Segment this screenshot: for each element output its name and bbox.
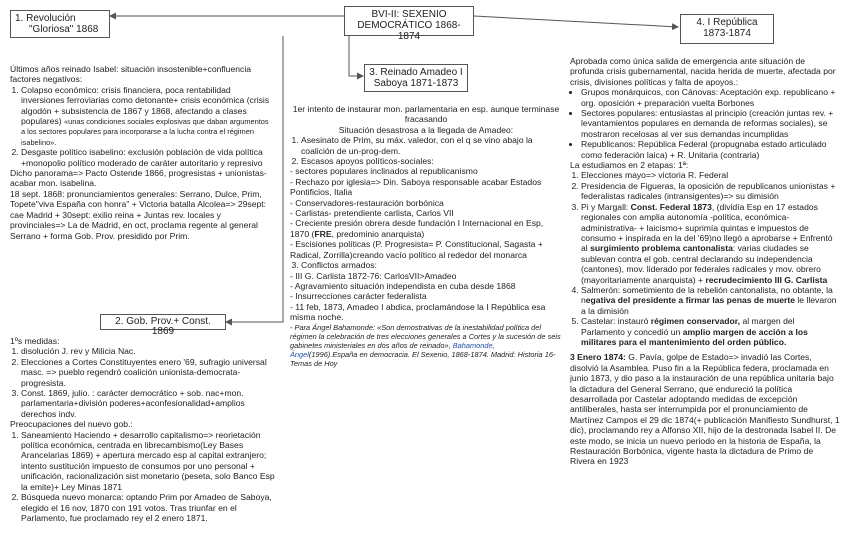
apoyo-6: - Escisiones políticas (P. Progresista= P. Constitucional, Sagasta + Radical, Zorrilla)creando vacío político al rededor del monarca [290,239,543,260]
conflicto-4: - 11 feb, 1873, Amadeo I abdica, proclamándose la I República esa misma noche. [290,301,546,323]
arrow-to-amadeo [349,36,363,76]
pavia-paragraph [570,352,840,466]
preocupacion-2: 2. Búsqueda nuevo monarca: optando Prim por Amadeo de Saboya, elegido el 16 nov, 1870 con 191 votos. Tras triunfar en el Parlamento, fue proclamado rey el 2 enero 1871. [21,492,280,523]
etapa-5-c: al margen del Parlamento y concedió un [581,316,795,337]
apoyo-1: - sectores populares inclinados al republicanismo [290,166,478,177]
apoyo-4: - Carlistas- pretendiente carlista, Carlos VII [290,208,454,219]
etapa-3-cantonalismo: surgimiento problema cantonalista [590,243,733,254]
amadeo-label-line1: 3. Reinado Amadeo I [369,67,463,78]
republica-text-block [570,56,840,467]
amadeo-item-2: 2. Escasos apoyos políticos-sociales: [301,156,562,166]
pavia-text: G. Pavía, golpe de Estado=> invadió las Cortes, disolvió la Asamblea. Puso fin a la República federa, proclamada en junio 1873, y dio paso a la instauración de una república unitaria bajo la dictadura del General Serrano, que endureció la política desarrollada por Castelar adoptando medidas de excepción antiliberales, hasta ser interrumpida por el pronunciamiento de Martínez Campos el 29 dic 1874(+ publicación Manifiesto Sundhurst, 1 dic), proclamando rey a Alfonso XII, hijo de la destronada Isabel II. De este modo, se inicia un nuevo periodo en la historia de España, la Restauración Borbónica, vigente hasta la dictadura de Primo de Rivera en 1923 [570,352,840,467]
pronunciamiento-paragraph: 18 sept. 1868: pronunciamientos generales: Serrano, Dulce, Prim, Topete"viva España con honra" + Victoria batalla Alcolea=> 29sept: cae Madrid + 30sept: exilio reina + Juntas rev. locales y provinciales=> La de Madrid, en oct, proclama regente al general Serrano + forma Gob. Prov. presidido por Prim. [10,188,267,241]
republica-label-line1: 4. I República [696,17,758,28]
bahamonde-quote [290,323,562,368]
amadeo-intro-2: Situación desastrosa a la llegada de Amadeo: [338,124,514,135]
republica-box [680,14,774,44]
bahamonde-author-link[interactable]: Bahamonde, Ángel [290,340,495,359]
etapa-4-b: egativa del presidente a firmar las penas de muerte [585,295,795,306]
apoyo-5-a: - Creciente presión obrera desde fundación I Internacional en Esp, 1870 ( [290,218,544,239]
revolucion-label-line1: 1. Revolución [15,13,76,24]
apoyo-5-c: , predominio anarquista) [331,228,425,239]
conflicto-3: - Insurrecciones carácter federalista [290,291,427,302]
factor-2-text: Desgaste político isabelino: exclusión población de vida política +monopolio político moderado de caráter autoritario y represivo [21,147,263,168]
etapa-5-a: Castelar: instauró [581,316,651,327]
republica-label-line2: 1873-1874 [703,28,751,39]
arrow-to-republica [474,16,678,27]
amadeo-text-block [290,104,562,368]
etapa-4 [581,285,840,316]
etapa-5-d: amplio margen de acción a los militares para el mantenimiento del orden público. [581,326,808,347]
amadeo-intro-1: 1er intento de instaurar mon. parlamentaria en esp. aunque terminase fracasando [292,104,560,125]
medida-3: 3. Const. 1869, julio. : carácter democrático + sob. nac+mon. parlamentaria+división poderes+aconfesionalidad+amplios derechos indv. [21,388,280,419]
bahamonde-citation: (1996).España en democracia. El Sexenio, 1868-1874. Madrid: Historia 16-Temas de Hoy [290,349,556,368]
revolucion-text-block [10,64,272,241]
gob-prov-box [100,314,226,337]
ostende-paragraph: Dicho panorama=> Pacto Ostende 1866, progresistas + unionistas- acabar mon. isabelina. [10,168,267,189]
apoyo-grupo-3: • Republicanos: República Federal (propugnaba estado articulado como federación laica) + R. Unitaria (contraria) [581,139,840,160]
medida-1: 1. disolución J. rev y Milicia Nac. [21,346,280,356]
center-title-line1: BVI-II: SEXENIO [371,9,447,20]
gob-prov-text-block [10,336,280,523]
amadeo-item-3: 3. Conflictos armados: [301,260,562,270]
preocupacion-1: 1. Saneamiento Haciendo + desarrollo capitalismo=> reorietación política económica, centrada en librecambismo(Ley Bases Arancelarias 1869) + apertura mercado esp al capital extranjero; intento sustitución impuesto de consumos por uno personal + unificación, racionalización sist monetario (peseta, solo Banco Esp la emite)+ Ley Minas 1871 [21,430,280,492]
apoyo-grupo-1: • Grupos monárquicos, con Cánovas: Aceptación exp. republicano + org. oposición + preparación vuelta Borbones [581,87,840,108]
apoyo-2: - Rechazo por iglesia=> Din. Saboya responsable acabar Estados Pontificios, Italia [290,176,542,198]
republica-intro: Aprobada como única salida de emergencia ante situación de profunda crisis gubernamental, nacida herida de muerte, afectada por crisis, divisiones políticas y falta de apoyos.: [570,56,836,87]
factor-1-quote: «unas condiciones sociales explosivas que daban argumentos a los sectores populares para incorporarse a la lucha contra el régimen isabelino». [21,117,269,147]
amadeo-item-1: 1. Asesinato de Prim, su máx. valedor, con el q se vino abajo la coalición de un-prog-dem. [301,135,562,156]
center-title-line2: DEMOCRÁTICO 1868-1874 [357,20,461,42]
etapa-3 [581,202,840,285]
conflicto-2: - Agravamiento situación independista en cuba desde 1868 [290,280,516,291]
etapa-3-c: , (dividía Esp en 17 estados regionales con amplia autonomía -política, económica-administrativa- + laicismo+ suprimía quintas e impuestos de consumo + inspirada en la del '69)no llegó a aprobarse + Enfrentó al [581,201,833,254]
revolucion-label-line2: "Gloriosa" 1868 [29,24,99,35]
etapa-5 [581,316,840,347]
bahamonde-quote-text: - Para Ángel Bahamonde: «Son demostrativas de la inestabilidad política del régimen la celebración de tres elecciones generales a Cortes y la sucesión de seis gabinetes ministeriales en dos años de reinado», [290,322,561,350]
etapa-1: 1. Elecciones mayo=> victoria R. Federal [581,170,840,180]
etapa-5-b: régimen conservador, [650,316,741,327]
amadeo-box [364,64,468,92]
apoyo-5-fre: FRE [314,228,332,239]
medidas-heading: 1ºs medidas: [10,336,60,346]
apoyo-3: - Conservadores-restauración borbónica [290,197,444,208]
etapa-3-e: : varias ciudades se sublevan contra el gob. central declarando su independencia (cantones), mov. liderado por federales radicales y mov. obrero (mayoritariamente anarquista) + [581,243,821,285]
gob-prov-label: 2. Gob. Prov.+ Const. 1869 [115,316,211,337]
preocupaciones-heading: Preocupaciones del nuevo gob.: [10,419,133,430]
etapa-2: 2. Presidencia de Figueras, la oposición de republicanos unionistas + federalistas radicales (intransigentes)=> su dimisión [581,181,840,202]
factor-1-text: Colapso económico: crisis financiera, poca rentabilidad inversiones ferroviarias como detonante+ crisis económica (crisis algodón + subsistencia de 1867 y 1868, afectando a clases populares) [21,84,270,127]
center-title-box [344,6,474,42]
factor-1 [21,85,272,147]
etapas-heading: La estudiamos en 2 etapas: 1ª: [570,160,689,171]
etapa-3-a: Pi y Margall: [581,201,631,212]
amadeo-label-line2: Saboya 1871-1873 [373,78,459,89]
apoyo-5 [290,218,562,239]
pavia-date: 3 Enero 1874: [570,352,626,363]
conflicto-1: - III G. Carlista 1872-76: CarlosVII>Amadeo [290,270,457,281]
apoyo-grupo-2: • Sectores populares: entusiastas al principio (creación juntas rev. + levantamientos populares en demanda de reformas sociales), se mostraron recelosas al ver sus demandas incumplidas [581,108,840,139]
revolucion-box [10,10,110,38]
etapa-4-a: Salmerón: sometimiento de la rebelión cantonalista, no obtante, la n [581,284,833,306]
etapa-3-const: Const. Federal 1873 [630,201,712,212]
left-intro: Últimos años reinado Isabel: situación insostenible+confluencia factores negativos: [10,64,252,85]
etapa-4-c: le llevaron a la dimisión [581,295,837,316]
medida-2: 2. Elecciones a Cortes Constituyentes enero '69, sufragio universal masc. => pueblo regendró coalición unionista-democrata-progresista. [21,357,280,388]
factor-2 [21,147,272,168]
etapa-3-carlista: recrudecimiento III G. Carlista [705,274,828,285]
